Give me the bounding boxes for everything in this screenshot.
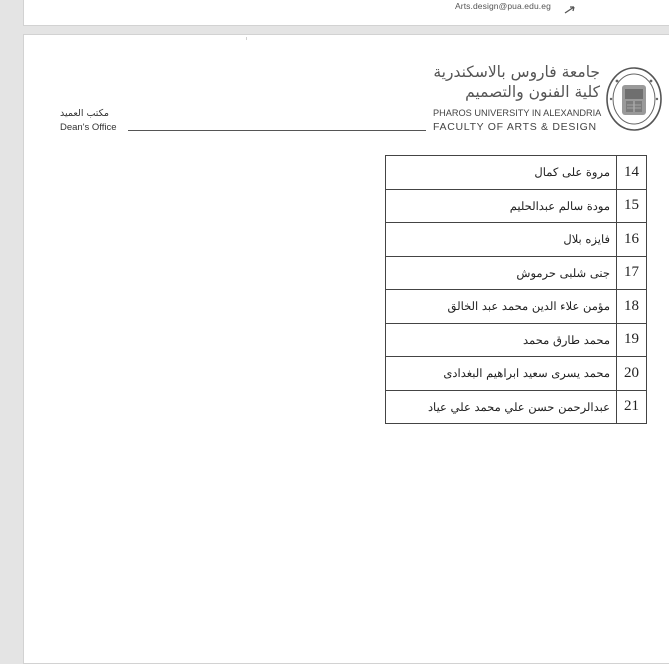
table-row [386, 357, 647, 391]
previous-page-footer [23, 0, 669, 26]
signature-line [128, 130, 426, 131]
table-row [386, 323, 647, 357]
student-name: مؤمن علاء الدين محمد عبد الخالق [386, 290, 617, 324]
university-seal-logo [605, 65, 663, 133]
table-row [386, 223, 647, 257]
table-row [386, 390, 647, 424]
table-row [386, 256, 647, 290]
faculty-name-arabic: كلية الفنون والتصميم [465, 83, 600, 101]
student-number: 17 [617, 256, 647, 290]
table-row [386, 156, 647, 190]
university-name-english: PHAROS UNIVERSITY IN ALEXANDRIA [433, 108, 602, 118]
student-name: فايزه بلال [386, 223, 617, 257]
student-number: 19 [617, 323, 647, 357]
students-table [385, 155, 647, 424]
faculty-email: Arts.design@pua.edu.eg [455, 1, 551, 11]
table-row [386, 189, 647, 223]
dean-office-arabic: مكتب العميد [60, 108, 110, 119]
student-number: 18 [617, 290, 647, 324]
student-name: محمد يسرى سعيد ابراهيم البغدادى [386, 357, 617, 391]
student-name: عبدالرحمن حسن علي محمد علي عياد [386, 390, 617, 424]
student-number: 14 [617, 156, 647, 190]
student-number: 15 [617, 189, 647, 223]
dean-office-english: Dean's Office [60, 122, 117, 133]
scan-speck [246, 37, 247, 40]
student-number: 21 [617, 390, 647, 424]
document-page [23, 34, 669, 664]
student-number: 20 [617, 357, 647, 391]
table-row [386, 290, 647, 324]
student-number: 16 [617, 223, 647, 257]
student-name: مروة على كمال [386, 156, 617, 190]
student-name: محمد طارق محمد [386, 323, 617, 357]
university-name-arabic: جامعة فاروس بالاسكندرية [433, 63, 600, 81]
email-arrow-icon [564, 0, 576, 19]
faculty-name-english: FACULTY OF ARTS & DESIGN [433, 121, 597, 133]
student-name: جنى شلبى حرموش [386, 256, 617, 290]
student-name: مودة سالم عبدالحليم [386, 189, 617, 223]
